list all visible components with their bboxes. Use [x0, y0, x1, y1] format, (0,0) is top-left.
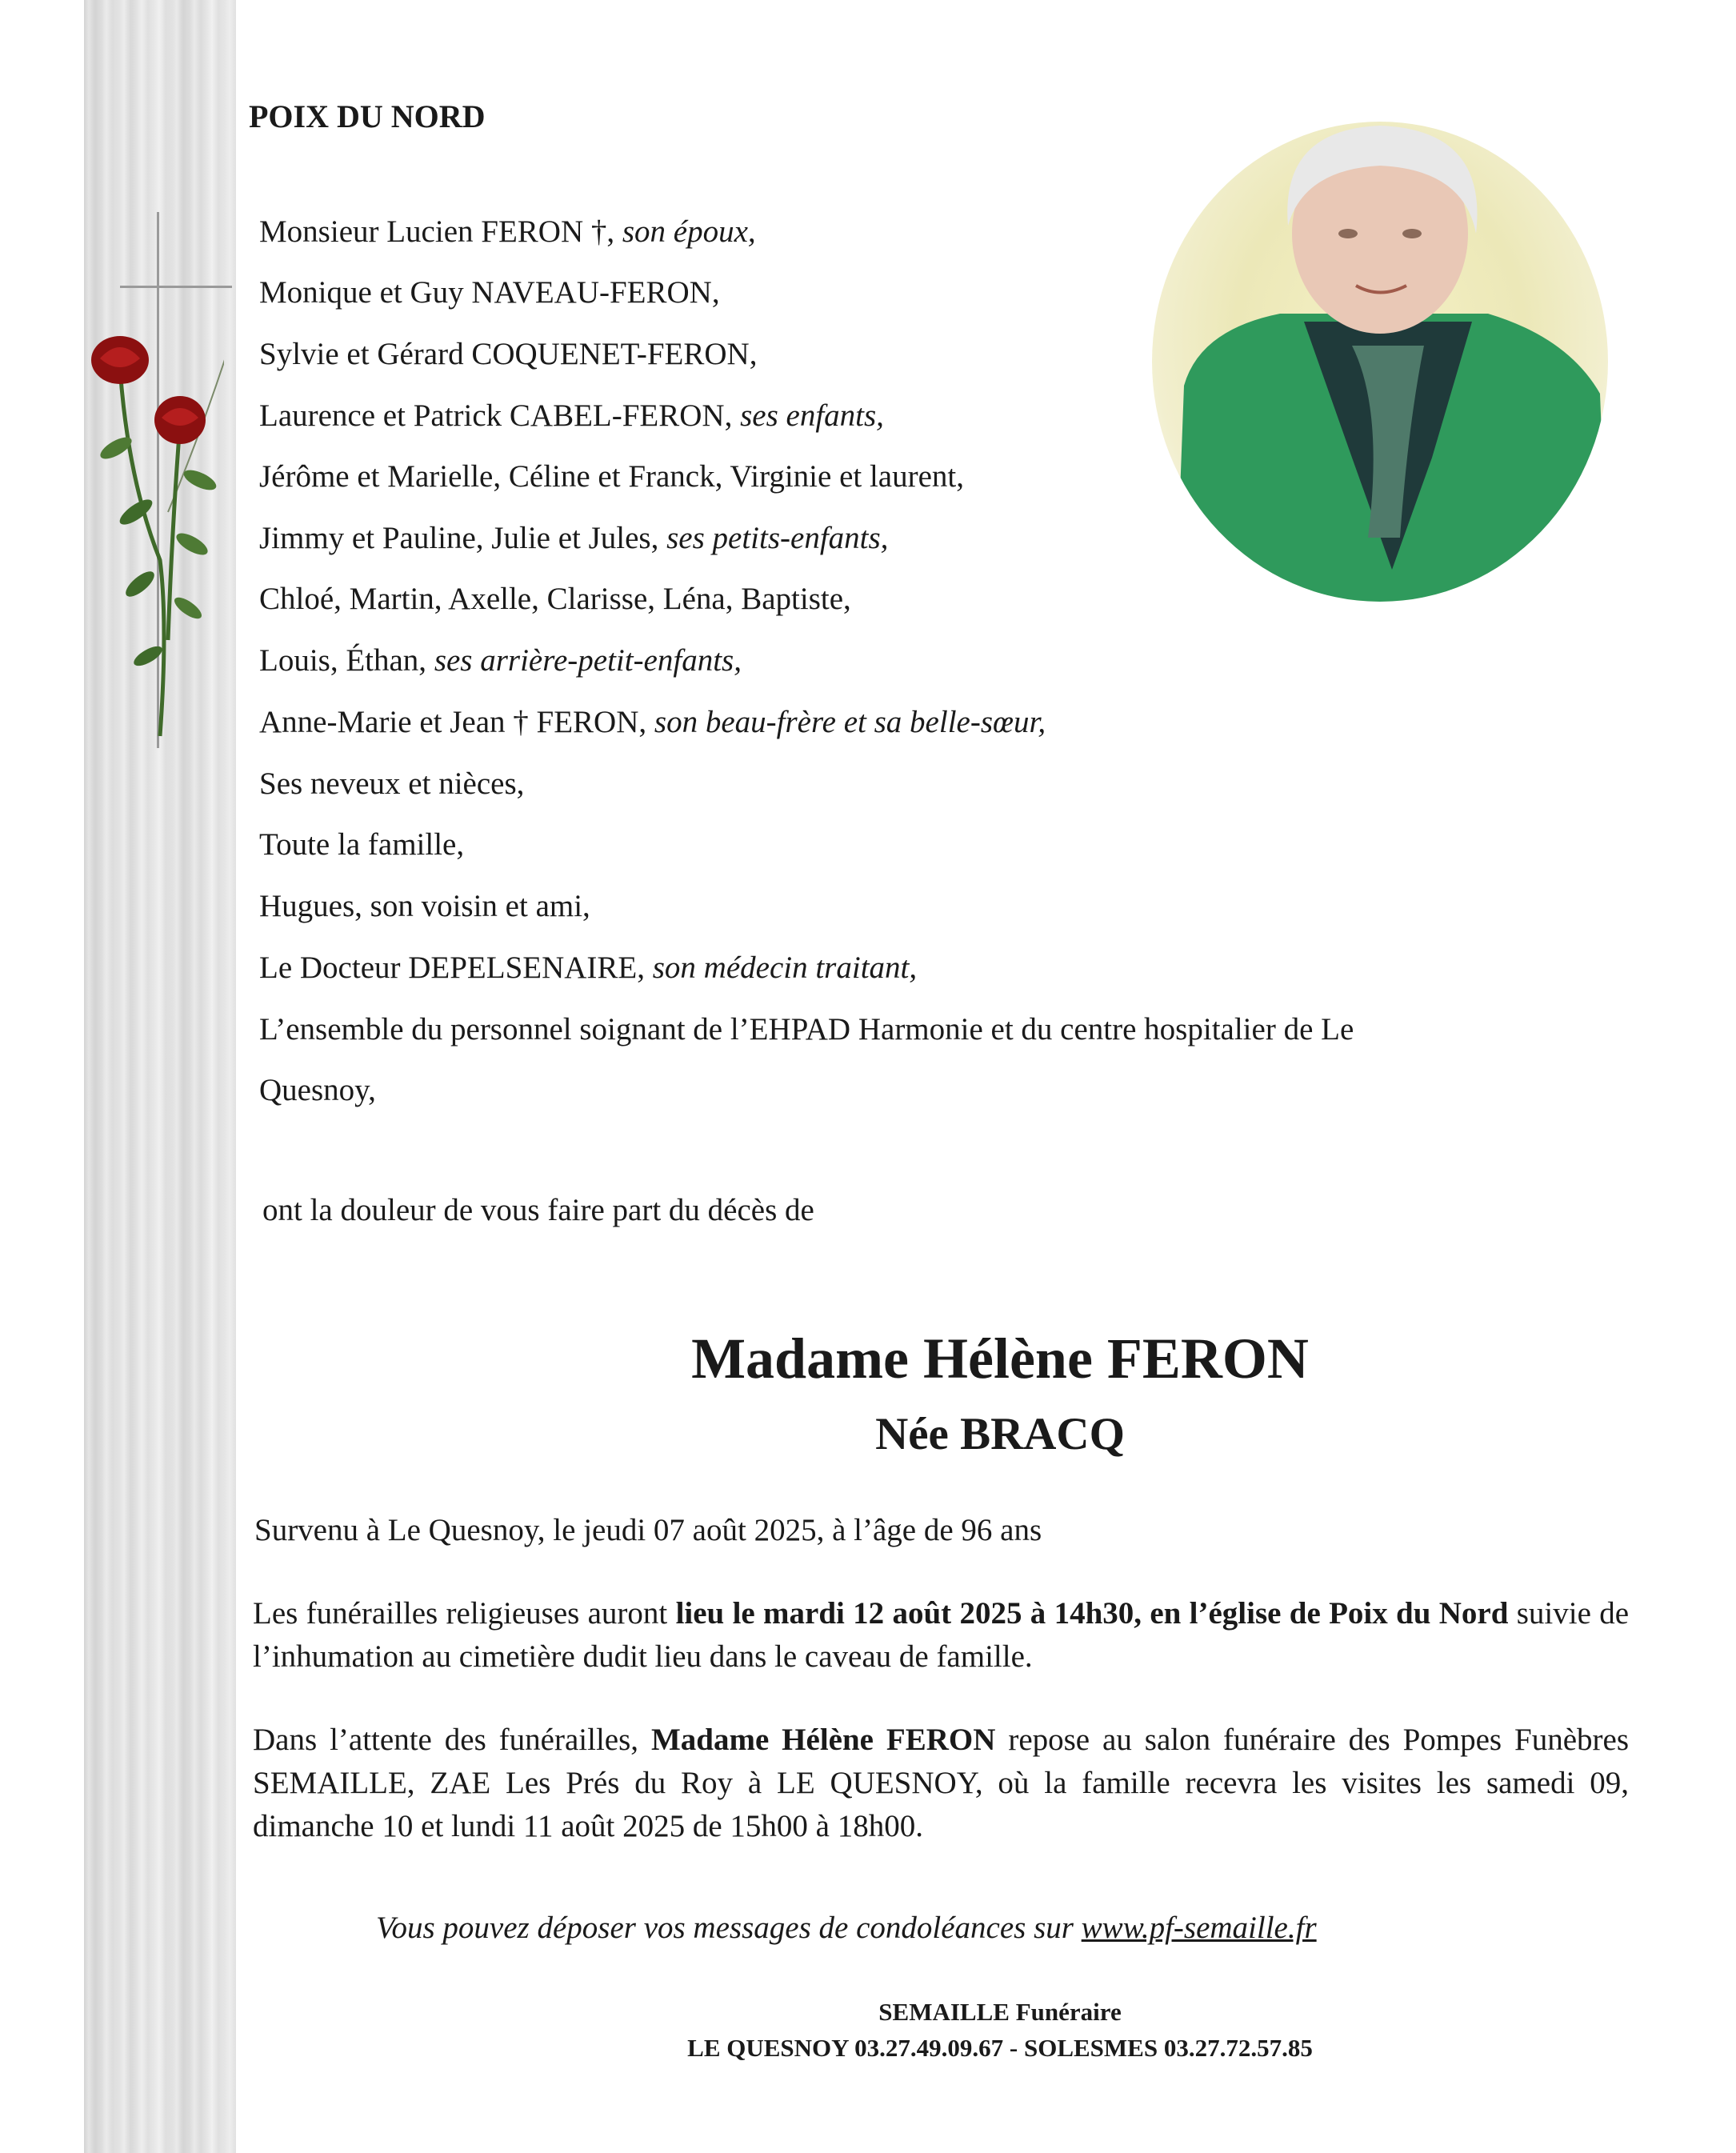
family-name: Monique et Guy NAVEAU-FERON, [259, 275, 720, 310]
family-role: son beau-frère et sa belle-sœur, [654, 705, 1046, 739]
family-name: Laurence et Patrick CABEL-FERON, [259, 398, 741, 433]
family-line [259, 706, 1046, 738]
family-role: son médecin traitant, [652, 950, 918, 985]
family-role: son époux, [622, 214, 756, 249]
condolences-line [376, 1912, 1317, 1943]
cross-horizontal [120, 286, 232, 288]
family-name: Jimmy et Pauline, Julie et Jules, [259, 521, 667, 555]
family-name: Toute la famille, [259, 827, 465, 862]
family-line [259, 829, 464, 860]
condolences-text: Vous pouvez déposer vos messages de condoléances sur [376, 1911, 1082, 1945]
family-line [259, 952, 917, 983]
family-name: Louis, Éthan, [259, 643, 434, 678]
family-role: ses enfants, [740, 398, 884, 433]
deceased-maiden-name: Née BRACQ [875, 1409, 1125, 1459]
deceased-name: Madame Hélène FERON [691, 1327, 1309, 1391]
funeral-text-end: suivie de l’inhumation au cimetière dudit lieu dans le caveau de famille. [253, 1596, 1630, 1674]
family-line [259, 400, 884, 431]
family-line [259, 338, 757, 370]
condolences-website-link[interactable]: www.pf-semaille.fr [1081, 1911, 1317, 1945]
visitation-text-bold: Madame Hélène FERON [650, 1723, 996, 1757]
family-line [259, 768, 524, 799]
family-line [259, 216, 756, 247]
family-name: Sylvie et Gérard COQUENET-FERON, [259, 337, 758, 371]
family-name: Ses neveux et nièces, [259, 766, 525, 801]
family-line [259, 277, 720, 308]
company-phones: LE QUESNOY 03.27.49.09.67 - SOLESMES 03.27.72.57.85 [687, 2034, 1313, 2062]
deceased-portrait-photo [1152, 122, 1608, 602]
visitation-text-start: Dans l’attente des funérailles, [253, 1723, 651, 1757]
visitation-text-end: repose au salon funéraire des Pompes Funèbres SEMAILLE, ZAE Les Prés du Roy à LE QUESNOY, où la famille recevra les visites les samedi 09, dimanche 10 et lundi 11 août 2025 de 15h00 à 18h00. [253, 1723, 1630, 1843]
family-name: Le Docteur DEPELSENAIRE, [259, 950, 653, 985]
family-line [259, 645, 742, 676]
family-line [259, 1014, 1354, 1045]
family-name: Jérôme et Marielle, Céline et Franck, Virginie et laurent, [259, 459, 965, 494]
company-name: SEMAILLE Funéraire [878, 1998, 1122, 2026]
family-line [259, 461, 964, 492]
family-line [259, 522, 888, 554]
family-name: Monsieur Lucien FERON †, [259, 214, 622, 249]
family-name: Quesnoy, [259, 1073, 376, 1107]
family-name: Anne-Marie et Jean † FERON, [259, 705, 654, 739]
family-role: ses arrière-petit-enfants, [434, 643, 742, 678]
family-line [259, 1074, 376, 1106]
death-info: Survenu à Le Quesnoy, le jeudi 07 août 2025, à l’âge de 96 ans [254, 1513, 1042, 1547]
family-name: L’ensemble du personnel soignant de l’EHPAD Harmonie et du centre hospitalier de Le [259, 1012, 1354, 1046]
announcement-text: ont la douleur de vous faire part du décès de [262, 1193, 814, 1227]
family-line [259, 890, 590, 922]
funeral-text-start: Les funérailles religieuses auront [253, 1596, 676, 1631]
funeral-paragraph [253, 1592, 1629, 1679]
funeral-text-bold: lieu le mardi 12 août 2025 à 14h30, en l’église de Poix du Nord [675, 1596, 1509, 1631]
location-heading: POIX DU NORD [249, 98, 486, 134]
visitation-paragraph [253, 1719, 1629, 1848]
family-line [259, 583, 851, 614]
family-name: Chloé, Martin, Axelle, Clarisse, Léna, Baptiste, [259, 582, 851, 616]
roses-decoration [72, 320, 224, 768]
portrait-illustration [1152, 122, 1608, 602]
family-name: Hugues, son voisin et ami, [259, 889, 590, 923]
family-role: ses petits-enfants, [666, 521, 889, 555]
